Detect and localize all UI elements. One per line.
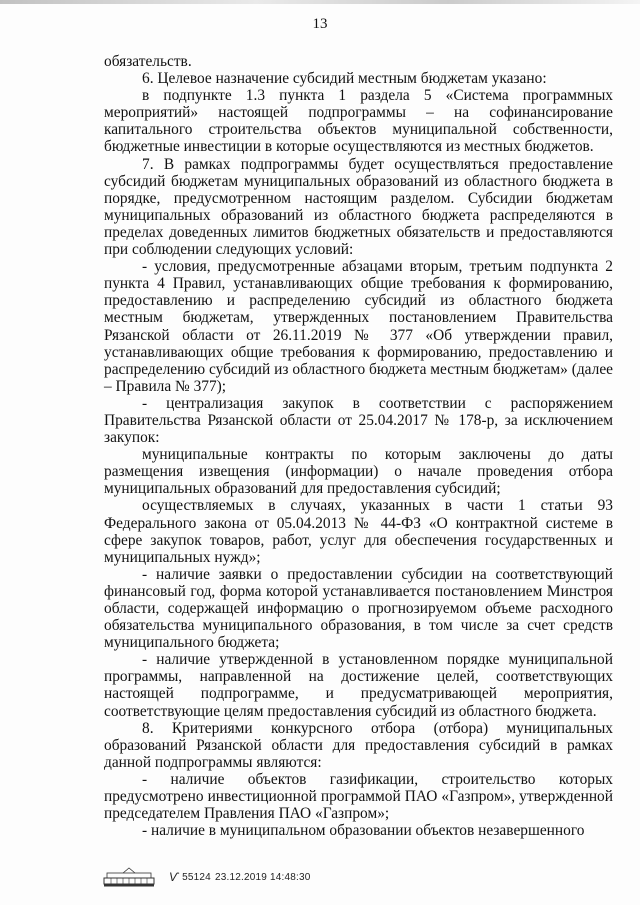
paragraph: - наличие заявки о предоставлении субсидии на соответствующий финансовый год, форма которой устанавливается постановлением Минстроя области, содержащей информацию о прогнозируемом объеме расходного обязательства муниципального образования, в том числе за счет средств муниципального бюджета; <box>104 565 613 652</box>
paragraph: муниципальные контракты по которым заключены до даты размещения извещения (информации) о начале проведения отбора муниципальных образований для предоставления субсидий; <box>104 446 613 498</box>
paragraph: в подпункте 1.3 пункта 1 раздела 5 «Система программных мероприятий» настоящей подпрограммы – на софинансирование капитального строительства объектов муниципальной собственности, бюджетные инвестиции в которые осуществляются из местных бюджетов. <box>104 87 613 156</box>
paragraph: - наличие объектов газификации, строительство которых предусмотрено инвестиционной программой ПАО «Газпром», утвержденной председателем Правления ПАО «Газпром»; <box>104 770 613 823</box>
scan-top-edge <box>0 0 640 4</box>
document-footer <box>103 866 311 888</box>
paragraph: обязательств. <box>104 53 192 70</box>
doc-datetime: 23.12.2019 14:48:30 <box>214 871 311 883</box>
paragraph: - наличие утвержденной в установленном порядке муниципальной программы, направленной на достижение целей, соответствующих настоящей подпрограмме, и предусматривающей мероприятия, соответствующие целям предоставления субсидий из областного бюджета. <box>104 651 613 720</box>
paragraph: осуществляемых в случаях, указанных в части 1 статьи 93 Федерального закона от 05.04.2013 № 44-ФЗ «О контрактной системе в сфере закупок товаров, работ, услуг для обеспечения государственных и муниципальных нужд»; <box>104 497 613 566</box>
registry-logo-icon <box>103 867 155 887</box>
paragraph: 6. Целевое назначение субсидий местным бюджетам указано: <box>142 70 547 88</box>
doc-number: 55124 <box>182 871 211 883</box>
paragraph: 7. В рамках подпрограммы будет осуществляться предоставление субсидий бюджетам муниципальных образований из областного бюджета в порядке, предусмотренном настоящим разделом. Субсидии бюджетам муниципальных образований из областного бюджета распределяются в пределах доведенных лимитов бюджетных обязательств и предоставляются при соблюдении следующих условий: <box>104 155 613 259</box>
paragraph: - наличие в муниципальном образовании объектов незавершенного <box>142 822 585 840</box>
document-body <box>104 53 613 839</box>
page-number: 13 <box>312 16 328 32</box>
paragraph: 8. Критериями конкурсного отбора (отбора) муниципальных образований Рязанской области для предоставления субсидий в рамках данной подпрограммы являются: <box>104 719 613 771</box>
paragraph: - условия, предусмотренные абзацами вторым, третьим подпункта 2 пункта 4 Правил, устанавливающих общие требования к формированию, предоставлению и распределению субсидий из областного бюджета местным бюджетам, утвержденных постановлением Правительства Рязанской области от 26.11.2019 № 377 «Об утверждении правил, устанавливающих общие требования к формированию, предоставлению и распределению субсидий из областного бюджета местным бюджетам» (далее – Правила № 377); <box>104 258 613 395</box>
signature-mark: Ѵ <box>169 870 179 884</box>
paragraph: - централизация закупок в соответствии с распоряжением Правительства Рязанской области от 25.04.2017 № 178-р, за исключением закупок: <box>104 394 613 447</box>
